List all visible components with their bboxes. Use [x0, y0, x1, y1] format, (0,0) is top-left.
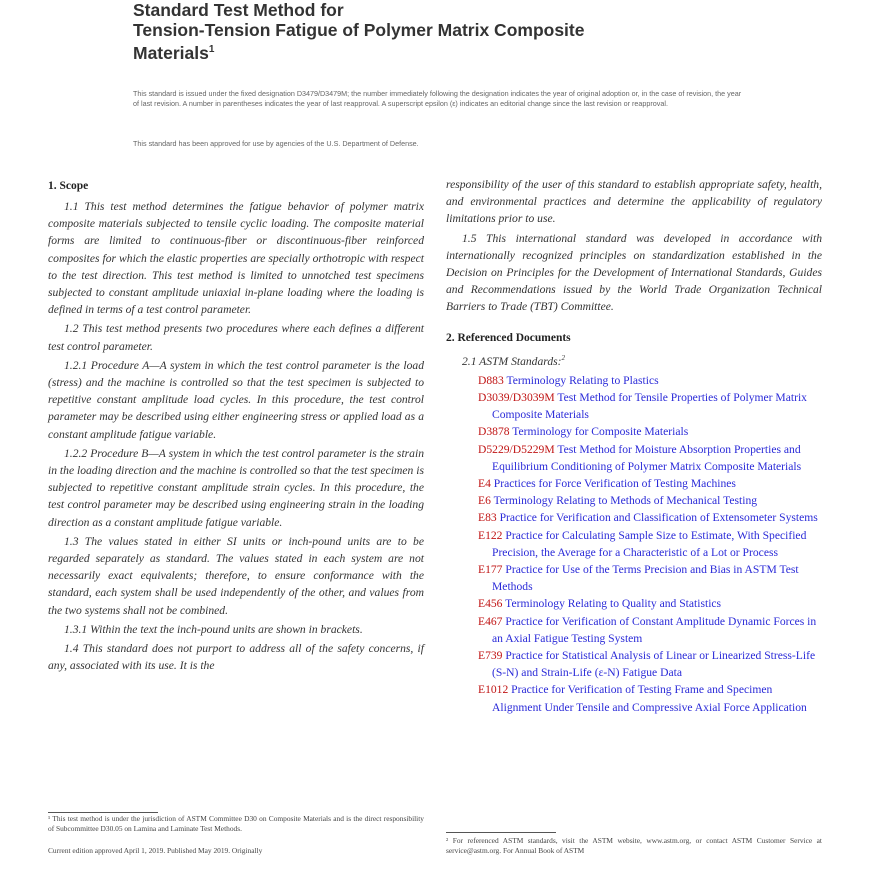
reference-item[interactable]	[462, 613, 822, 647]
reference-code-link[interactable]: D3039/D3039M	[478, 390, 555, 404]
reference-code-link[interactable]: E1012	[478, 683, 509, 697]
reference-item[interactable]	[462, 492, 822, 509]
left-footnote-rule	[48, 812, 158, 813]
para-1-1: 1.1 This test method determines the fatigue behavior of polymer matrix composite materials subjected to tensile cyclic loading. The composite material forms are limited to continuous-fiber or discontinuous-fiber reinforced composites for which the elastic properties are specially orthotropic with respect to the test direction. This test method is limited to unnotched test specimens subjected to constant amplitude uniaxial in-plane loading where the loading is defined in terms of a test control parameter.	[48, 200, 424, 317]
reference-item[interactable]	[462, 389, 822, 423]
reference-title-link[interactable]: Practice for Use of the Terms Precision and Bias in ASTM Test Methods	[492, 562, 799, 594]
reference-code-link[interactable]: E83	[478, 511, 497, 525]
reference-list	[446, 372, 822, 716]
scope-heading: 1. Scope	[48, 180, 89, 192]
reference-code-link[interactable]: D5229/D5229M	[478, 442, 555, 456]
reference-item[interactable]	[462, 647, 822, 681]
para-1-3: 1.3 The values stated in either SI units or inch-pound units are to be regarded separately as standard. The values stated in each system are not necessarily exact equivalents; therefore, to ensure conformance with the standard, each system shall be used independently of the other, and values from the two systems shall not be combined.	[48, 534, 424, 617]
para-1-3-1: 1.3.1 Within the text the inch-pound units are shown in brackets.	[64, 622, 363, 636]
reference-item[interactable]	[462, 509, 822, 526]
reference-title-link[interactable]: Practice for Verification of Constant Amplitude Dynamic Forces in an Axial Fatigue Testing System	[492, 614, 817, 645]
reference-title-link[interactable]: Test Method for Tensile Properties of Polymer Matrix Composite Materials	[492, 390, 807, 422]
right-column	[446, 176, 822, 716]
reference-item[interactable]	[462, 475, 822, 492]
reference-title-link[interactable]: Practice for Calculating Sample Size to Estimate, With Specified Precision, the Average for a Characteristic of a Lot or Process	[492, 528, 807, 559]
reference-code-link[interactable]: E467	[478, 614, 503, 628]
reference-code-link[interactable]: D3878	[478, 425, 510, 439]
reference-code-link[interactable]: E4	[478, 476, 491, 490]
reference-item[interactable]	[462, 527, 822, 561]
reference-code-link[interactable]: E6	[478, 494, 491, 508]
reference-item[interactable]	[462, 595, 822, 612]
reference-item[interactable]	[462, 372, 822, 389]
reference-code-link[interactable]: E177	[478, 562, 503, 576]
title-line-2: Tension-Tension Fatigue of Polymer Matrix Composite	[133, 20, 585, 40]
reference-code-link[interactable]: E739	[478, 648, 503, 662]
reference-title-link[interactable]: Test Method for Moisture Absorption Properties and Equilibrium Conditioning of Polymer Matrix Composite Materials	[492, 442, 802, 473]
astm-standards-label	[462, 350, 822, 370]
para-1-5: 1.5 This international standard was developed in accordance with internationally recognized principles on standardization established in the Decision on Principles for the Development of International Standards, Guides and Recommendations issued by the World Trade Organization Technical Barriers to Trade (TBT) Committee.	[446, 231, 822, 314]
para-1-4-continued: responsibility of the user of this standard to establish appropriate safety, health, and environmental practices and determine the applicability of regulatory limitations prior to use.	[446, 178, 822, 226]
reference-code-link[interactable]: E456	[478, 597, 503, 611]
title-footnote-mark: 1	[208, 44, 215, 55]
title-block	[133, 0, 773, 63]
reference-code-link[interactable]: D883	[478, 373, 504, 387]
footnote-1-edition: Current edition approved April 1, 2019. Published May 2019. Originally	[48, 846, 263, 855]
reference-title-link[interactable]: Terminology Relating to Methods of Mechanical Testing	[490, 494, 758, 508]
reference-title-link[interactable]: Terminology Relating to Quality and Statistics	[502, 597, 722, 611]
reference-item[interactable]	[462, 441, 822, 475]
dod-notice: This standard has been approved for use by agencies of the U.S. Department of Defense.	[133, 139, 419, 148]
reference-title-link[interactable]: Practices for Force Verification of Testing Machines	[490, 476, 736, 490]
astm-standards-text: 2.1 ASTM Standards:	[462, 354, 562, 368]
reference-title-link[interactable]: Practice for Verification of Testing Frame and Specimen Alignment Under Tensile and Compressive Axial Force Application	[492, 683, 807, 714]
title-line-3	[133, 40, 773, 63]
designation-notice: This standard is issued under the fixed designation D3479/D3479M; the number immediately following the designation indicates the year of original adoption or, in the case of revision, the year of last revision. A number in parentheses indicates the year of last reapproval. A superscript epsilon (ε) indicates an editorial change since the last revision or reapproval.	[133, 89, 742, 108]
title-line-3-text: Materials	[133, 42, 209, 63]
para-1-2-2: 1.2.2 Procedure B—A system in which the test control parameter is the strain in the loading direction and the machine is controlled so that the test specimen is subjected to repetitive constant amplitude strain cycles. In this procedure, the test control parameter may be described using engineering strain in the loading direction as a constant amplitude fatigue variable.	[48, 446, 424, 529]
reference-item[interactable]	[462, 423, 822, 440]
reference-title-link[interactable]: Practice for Statistical Analysis of Linear or Linearized Stress-Life (S-N) and Strain-Life (ε-N) Fatigue Data	[492, 648, 816, 680]
title-line-1: Standard Test Method for	[133, 0, 344, 20]
reference-code-link[interactable]: E122	[478, 528, 503, 542]
reference-item[interactable]	[462, 561, 822, 595]
para-1-2: 1.2 This test method presents two procedures where each defines a different test control parameter.	[48, 322, 424, 353]
reference-title-link[interactable]: Terminology Relating to Plastics	[503, 373, 659, 387]
right-footnote-rule	[446, 832, 556, 833]
reference-item[interactable]	[462, 681, 822, 715]
footnote-2: ² For referenced ASTM standards, visit the ASTM website, www.astm.org, or contact ASTM Customer Service at service@astm.org. For Annual Book of ASTM	[446, 836, 822, 856]
reference-title-link[interactable]: Terminology for Composite Materials	[509, 425, 689, 439]
para-1-4: 1.4 This standard does not purport to address all of the safety concerns, if any, associated with its use. It is the	[48, 642, 424, 673]
footnote-1: ¹ This test method is under the jurisdiction of ASTM Committee D30 on Composite Materials and is the direct responsibility of Subcommittee D30.05 on Lamina and Laminate Test Methods.	[48, 814, 424, 834]
para-1-2-1: 1.2.1 Procedure A—A system in which the test control parameter is the load (stress) and the machine is controlled so that the test specimen is subjected to repetitive constant amplitude load cycles. In this procedure, the test control parameter may be described using either engineering stress or applied load as a constant amplitude fatigue variable.	[48, 358, 424, 441]
refdocs-heading: 2. Referenced Documents	[446, 331, 571, 344]
left-column	[48, 176, 424, 674]
astm-footnote-mark: 2	[561, 353, 566, 362]
reference-title-link[interactable]: Practice for Verification and Classification of Extensometer Systems	[496, 511, 818, 525]
